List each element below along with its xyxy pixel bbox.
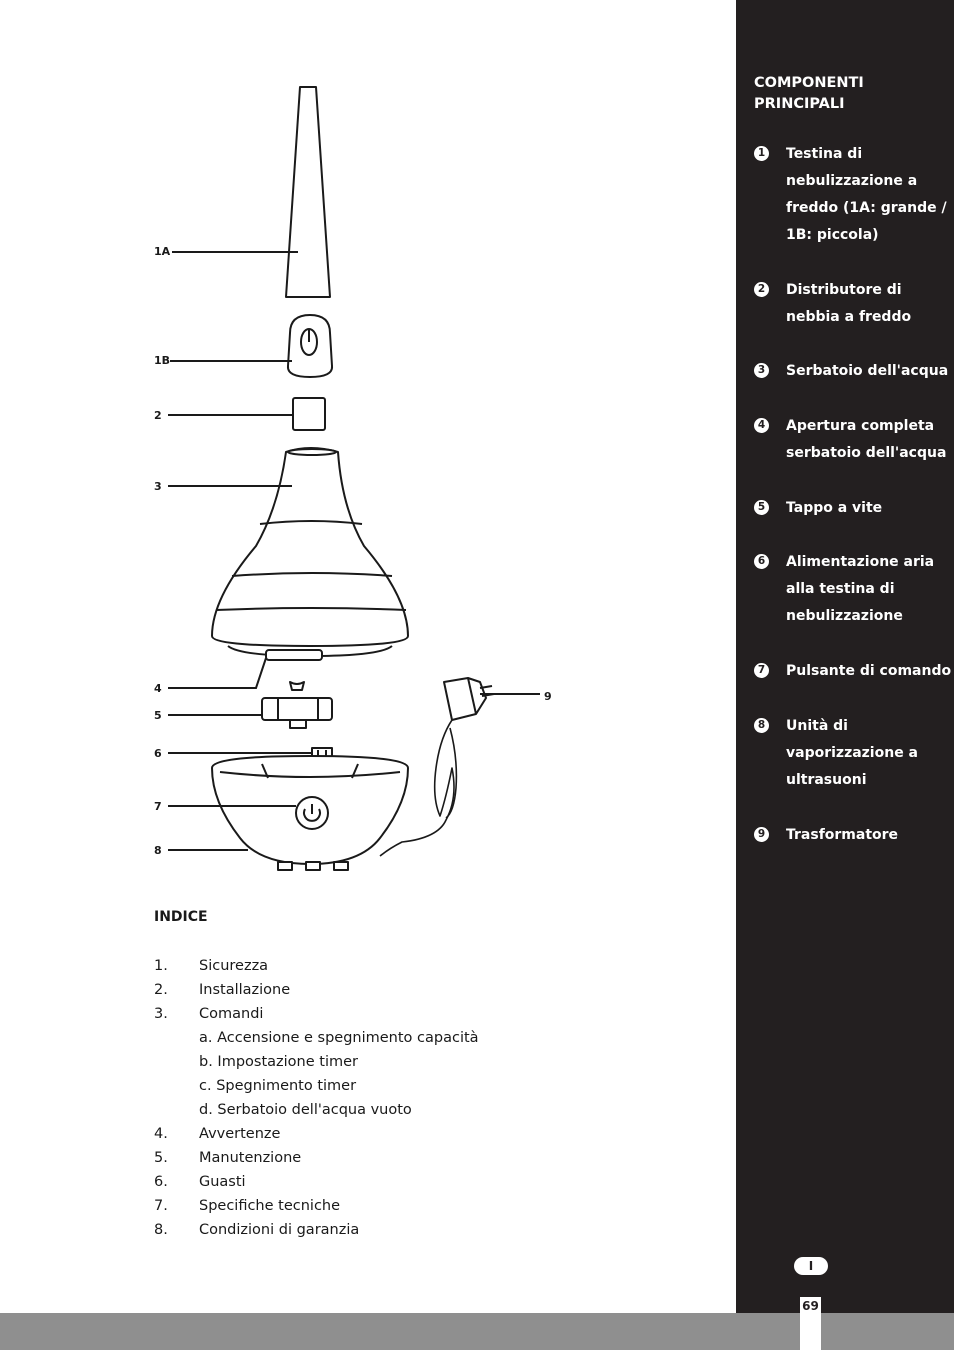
diagram-label: 1A — [154, 245, 171, 258]
mist-distributor-part — [293, 398, 325, 430]
component-number-badge: 8 — [754, 718, 769, 733]
nozzle-large-part — [286, 87, 330, 297]
component-label: Apertura completa serbatoio dell'acqua — [786, 418, 947, 461]
component-label: Pulsante di comando — [786, 663, 952, 679]
diagram-label: 8 — [154, 844, 162, 857]
screw-cap-part — [290, 682, 304, 690]
diagram-label: 4 — [154, 682, 162, 695]
toc-label: Avvertenze — [199, 1126, 281, 1142]
component-number-badge: 9 — [754, 827, 769, 842]
component-label: Testina di nebulizzazione a freddo (1A: grande / 1B: piccola) — [786, 146, 947, 243]
toc-number: 5. — [154, 1150, 168, 1166]
component-label: Trasformatore — [786, 827, 899, 843]
transformer-part — [444, 678, 476, 720]
component-number-badge: 4 — [754, 418, 769, 433]
component-number-badge: 3 — [754, 363, 769, 378]
page-number: 69 — [802, 1299, 819, 1313]
toc-label: Condizioni di garanzia — [199, 1222, 360, 1238]
component-label: Serbatoio dell'acqua — [786, 363, 949, 379]
diagram-label: 3 — [154, 480, 162, 493]
component-number-badge: 2 — [754, 282, 769, 297]
toc-number: 1. — [154, 958, 168, 974]
toc-label: Guasti — [199, 1174, 246, 1190]
toc-number: 2. — [154, 982, 168, 998]
toc-label: a. Accensione e spegnimento capacità — [199, 1030, 479, 1046]
toc-number: 8. — [154, 1222, 168, 1238]
components-sidebar — [736, 0, 954, 1313]
toc-number: 6. — [154, 1174, 168, 1190]
component-label: Distributore di nebbia a freddo — [786, 282, 912, 325]
sidebar-title: COMPONENTI PRINCIPALI — [754, 75, 864, 112]
toc-number: 3. — [154, 1006, 168, 1022]
toc-label: Sicurezza — [199, 958, 269, 974]
humidifier-exploded-diagram — [140, 78, 570, 878]
index-title: INDICE — [154, 909, 208, 925]
toc-label: Specifiche tecniche — [199, 1198, 341, 1214]
toc-label: Manutenzione — [199, 1150, 302, 1166]
diagram-label: 5 — [154, 709, 162, 722]
toc-label: b. Impostazione timer — [199, 1054, 358, 1070]
diagram-label: 7 — [154, 800, 162, 813]
toc-label: Comandi — [199, 1006, 264, 1022]
diagram-label: 6 — [154, 747, 162, 760]
language-badge: I — [794, 1257, 828, 1275]
component-label: Alimentazione aria alla testina di nebulizzazione — [786, 554, 935, 624]
water-tank-part — [212, 448, 408, 646]
component-number-badge: 5 — [754, 500, 769, 515]
component-label: Tappo a vite — [786, 500, 883, 516]
component-label: Unità di vaporizzazione a ultrasuoni — [786, 718, 919, 788]
component-number-badge: 7 — [754, 663, 769, 678]
component-number-badge: 1 — [754, 146, 769, 161]
toc-label: d. Serbatoio dell'acqua vuoto — [199, 1102, 412, 1118]
toc-number: 4. — [154, 1126, 168, 1142]
component-number-badge: 6 — [754, 554, 769, 569]
toc-number: 7. — [154, 1198, 168, 1214]
diagram-label: 9 — [544, 690, 552, 703]
toc-label: c. Spegnimento timer — [199, 1078, 357, 1094]
diagram-label: 2 — [154, 409, 162, 422]
toc-label: Installazione — [199, 982, 291, 998]
diagram-label: 1B — [154, 354, 171, 367]
